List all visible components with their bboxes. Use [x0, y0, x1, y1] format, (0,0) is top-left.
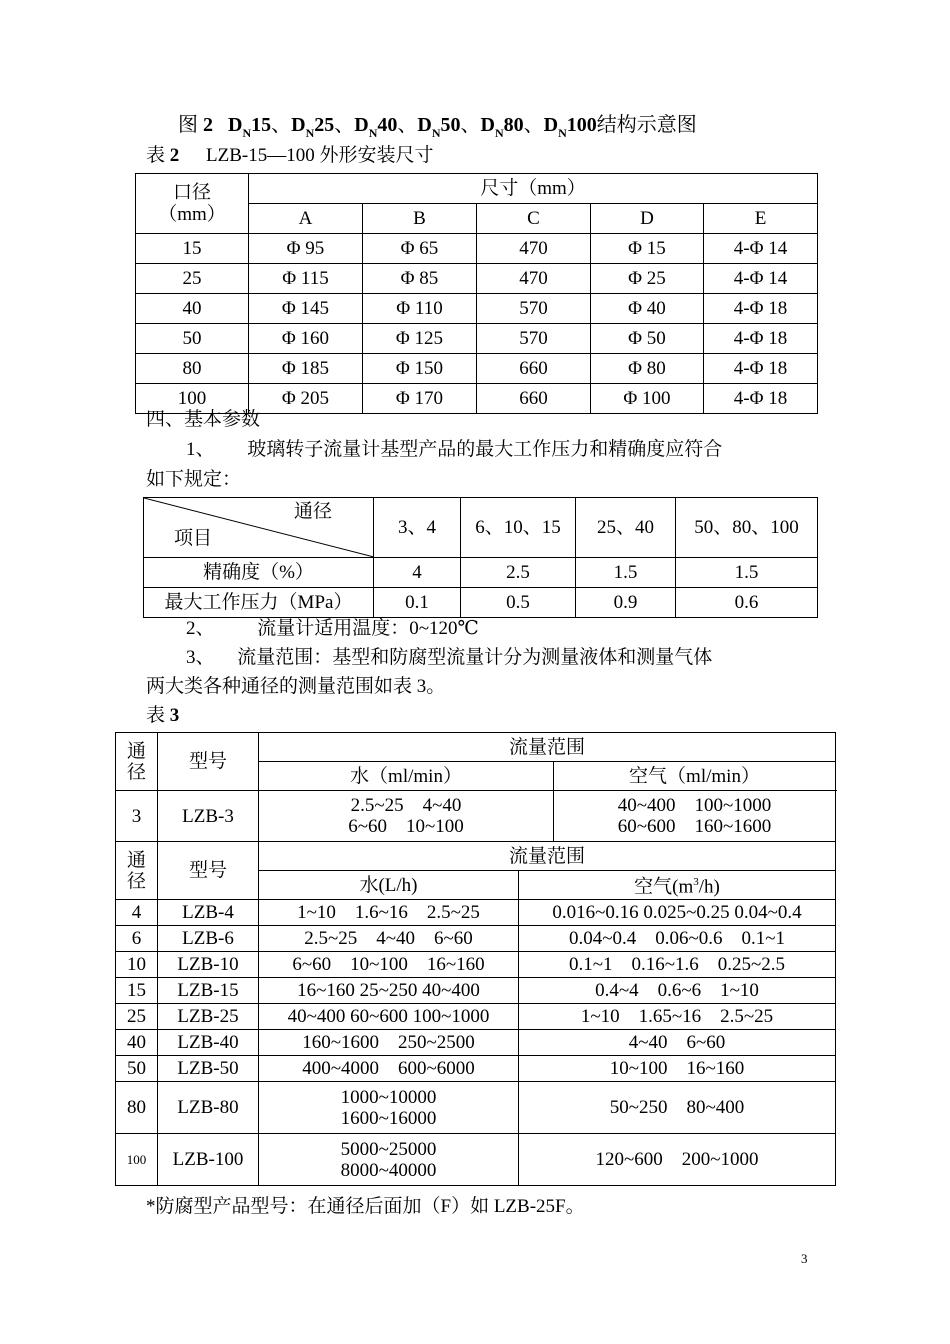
cell: Φ 125 [363, 324, 477, 354]
model-cell: LZB-3 [158, 791, 259, 842]
cell: Φ 40 [591, 294, 704, 324]
table2-dimensions [135, 173, 818, 414]
item1-line: 1、 玻璃转子流量计基型产品的最大工作压力和精确度应符合 [186, 439, 723, 460]
air-cell: 0.4~4 0.6~6 1~10 [519, 978, 836, 1004]
air-cell: 40~400 100~1000 60~600 160~1600 [554, 791, 836, 842]
header-flow-range: 流量范围 [259, 842, 836, 871]
basic-params-table [143, 497, 818, 618]
cell: Φ 185 [249, 354, 363, 384]
dn-cell: 40 [116, 1030, 158, 1056]
air-cell: 0.1~1 0.16~1.6 0.25~2.5 [519, 952, 836, 978]
dn-size-list: $D_N15$、$D_N25$、$D_N40$、$D_N50$、$D_N80$、$D_N100$ [228, 114, 597, 140]
dn-cell: 80 [116, 1082, 158, 1134]
row-label: 精确度（%） [144, 558, 374, 588]
air-cell: 50~250 80~400 [519, 1082, 836, 1134]
dn-size: $D_N50$ [417, 114, 461, 140]
air-cell: 4~40 6~60 [519, 1030, 836, 1056]
cell: 0.5 [461, 588, 576, 618]
cell: 470 [477, 234, 591, 264]
cell: Φ 160 [249, 324, 363, 354]
item3-continuation: 两大类各种通径的测量范围如表 3。 [146, 676, 446, 697]
table-row [116, 900, 836, 926]
table-row [116, 1030, 836, 1056]
page-number: 3 [801, 1251, 808, 1266]
header-water-ml: 水（ml/min） [259, 762, 554, 791]
header-water-lh: 水(L/h) [259, 871, 519, 900]
header-air-ml: 空气（ml/min） [554, 762, 836, 791]
model-cell: LZB-4 [158, 900, 259, 926]
water-cell: 2.5~25 4~40 6~60 [259, 926, 519, 952]
dn-cell: 6 [116, 926, 158, 952]
basic-col: 25、40 [576, 498, 676, 558]
cell: 4-Φ 18 [704, 294, 818, 324]
header-flow-range: 流量范围 [259, 733, 836, 762]
model-cell: LZB-40 [158, 1030, 259, 1056]
cell: Φ 65 [363, 234, 477, 264]
dn-size: $D_N100$ [543, 114, 597, 140]
water-cell: 400~4000 600~6000 [259, 1056, 519, 1082]
table-row [136, 324, 818, 354]
cell: 100 [136, 384, 249, 414]
model-cell: LZB-80 [158, 1082, 259, 1134]
dimension-col-header: E [704, 204, 818, 234]
cell: 4-Φ 18 [704, 384, 818, 414]
dn-size: $D_N40$ [354, 114, 398, 140]
water-cell: 16~160 25~250 40~400 [259, 978, 519, 1004]
cell: 570 [477, 324, 591, 354]
table-row [136, 234, 818, 264]
table-row [136, 294, 818, 324]
cell: Φ 85 [363, 264, 477, 294]
cell: 470 [477, 264, 591, 294]
model-cell: LZB-6 [158, 926, 259, 952]
dn-cell: 25 [116, 1004, 158, 1030]
cell: 4-Φ 14 [704, 264, 818, 294]
cell: 660 [477, 354, 591, 384]
dimension-col-header: A [249, 204, 363, 234]
dimension-col-header: D [591, 204, 704, 234]
water-cell: 160~1600 250~2500 [259, 1030, 519, 1056]
footnote: *防腐型产品型号：在通径后面加（F）如 LZB-25F。 [146, 1196, 585, 1217]
water-cell: 1000~10000 1600~16000 [259, 1082, 519, 1134]
dn-cell: 10 [116, 952, 158, 978]
item1-continuation: 如下规定： [146, 469, 242, 490]
model-cell: LZB-100 [158, 1134, 259, 1186]
cell: Φ 145 [249, 294, 363, 324]
table-row [116, 926, 836, 952]
header-model: 型号 [158, 733, 259, 791]
dimension-col-header: C [477, 204, 591, 234]
dn-size: $D_N80$ [480, 114, 524, 140]
water-cell: 1~10 1.6~16 2.5~25 [259, 900, 519, 926]
model-cell: LZB-50 [158, 1056, 259, 1082]
item2-line: 2、 流量计适用温度：0~120℃ [186, 618, 479, 639]
cell: Φ 170 [363, 384, 477, 414]
dn-size: $D_N15$ [228, 114, 272, 140]
cell: 660 [477, 384, 591, 414]
dn-cell: 4 [116, 900, 158, 926]
water-cell: 2.5~25 4~40 6~60 10~100 [259, 791, 554, 842]
cell: 0.9 [576, 588, 676, 618]
cell: Φ 25 [591, 264, 704, 294]
cell: 4-Φ 18 [704, 324, 818, 354]
header-bore: 口径 （mm） [136, 174, 249, 234]
header-dn: 通 径 [116, 733, 158, 791]
table-row [116, 1004, 836, 1030]
water-cell: 40~400 60~600 100~1000 [259, 1004, 519, 1030]
cell: 0.6 [676, 588, 818, 618]
cell: 1.5 [576, 558, 676, 588]
air-cell: 10~100 16~160 [519, 1056, 836, 1082]
basic-col: 6、10、15 [461, 498, 576, 558]
diagonal-header: 通径 项目 [144, 498, 374, 558]
model-cell: LZB-25 [158, 1004, 259, 1030]
water-cell: 5000~25000 8000~40000 [259, 1134, 519, 1186]
dn-size: $D_N25$ [291, 114, 335, 140]
table-row [116, 952, 836, 978]
cell: 2.5 [461, 558, 576, 588]
dn-cell: 100 [116, 1134, 158, 1186]
water-cell: 6~60 10~100 16~160 [259, 952, 519, 978]
cell: 25 [136, 264, 249, 294]
cell: Φ 95 [249, 234, 363, 264]
cell: 1.5 [676, 558, 818, 588]
table2-title: 表 2 LZB-15—100 外形安装尺寸 [146, 145, 434, 166]
cell: Φ 100 [591, 384, 704, 414]
cell: 570 [477, 294, 591, 324]
item3-line: 3、 流量范围：基型和防腐型流量计分为测量液体和测量气体 [186, 647, 713, 668]
section-heading: 四、基本参数 [146, 409, 261, 430]
cell: 4-Φ 18 [704, 354, 818, 384]
basic-col: 3、4 [374, 498, 461, 558]
cell: 15 [136, 234, 249, 264]
dn-cell: 3 [116, 791, 158, 842]
cell: Φ 115 [249, 264, 363, 294]
model-cell: LZB-15 [158, 978, 259, 1004]
model-cell: LZB-10 [158, 952, 259, 978]
row-label: 最大工作压力（MPa） [144, 588, 374, 618]
header-dimension-group: 尺寸（mm） [249, 174, 818, 204]
header-air-m3h: 空气$(m^3/h)$ [519, 871, 836, 900]
table3-flow-range [115, 732, 836, 1186]
header-model: 型号 [158, 842, 259, 900]
table-row [116, 978, 836, 1004]
cell: 4-Φ 14 [704, 234, 818, 264]
cell: Φ 205 [249, 384, 363, 414]
table3-title: 表 3 [146, 705, 180, 726]
cell: Φ 80 [591, 354, 704, 384]
cell: Φ 15 [591, 234, 704, 264]
table-row [136, 264, 818, 294]
air-cell: 120~600 200~1000 [519, 1134, 836, 1186]
cell: 4 [374, 558, 461, 588]
dimension-col-header: B [363, 204, 477, 234]
air-cell: 1~10 1.65~16 2.5~25 [519, 1004, 836, 1030]
dn-cell: 50 [116, 1056, 158, 1082]
cell: 0.1 [374, 588, 461, 618]
cell: Φ 50 [591, 324, 704, 354]
table-row [116, 1056, 836, 1082]
table-row [136, 354, 818, 384]
figure-caption: 图 2 $D_N15$、$D_N25$、$D_N40$、$D_N50$、$D_N80$、$D_N100$结构示意图 [178, 114, 697, 140]
cell: 50 [136, 324, 249, 354]
header-dn: 通 径 [116, 842, 158, 900]
basic-col: 50、80、100 [676, 498, 818, 558]
air-cell: 0.016~0.16 0.025~0.25 0.04~0.4 [519, 900, 836, 926]
cell: 80 [136, 354, 249, 384]
cell: Φ 150 [363, 354, 477, 384]
cell: 40 [136, 294, 249, 324]
dn-cell: 15 [116, 978, 158, 1004]
air-cell: 0.04~0.4 0.06~0.6 0.1~1 [519, 926, 836, 952]
cell: Φ 110 [363, 294, 477, 324]
